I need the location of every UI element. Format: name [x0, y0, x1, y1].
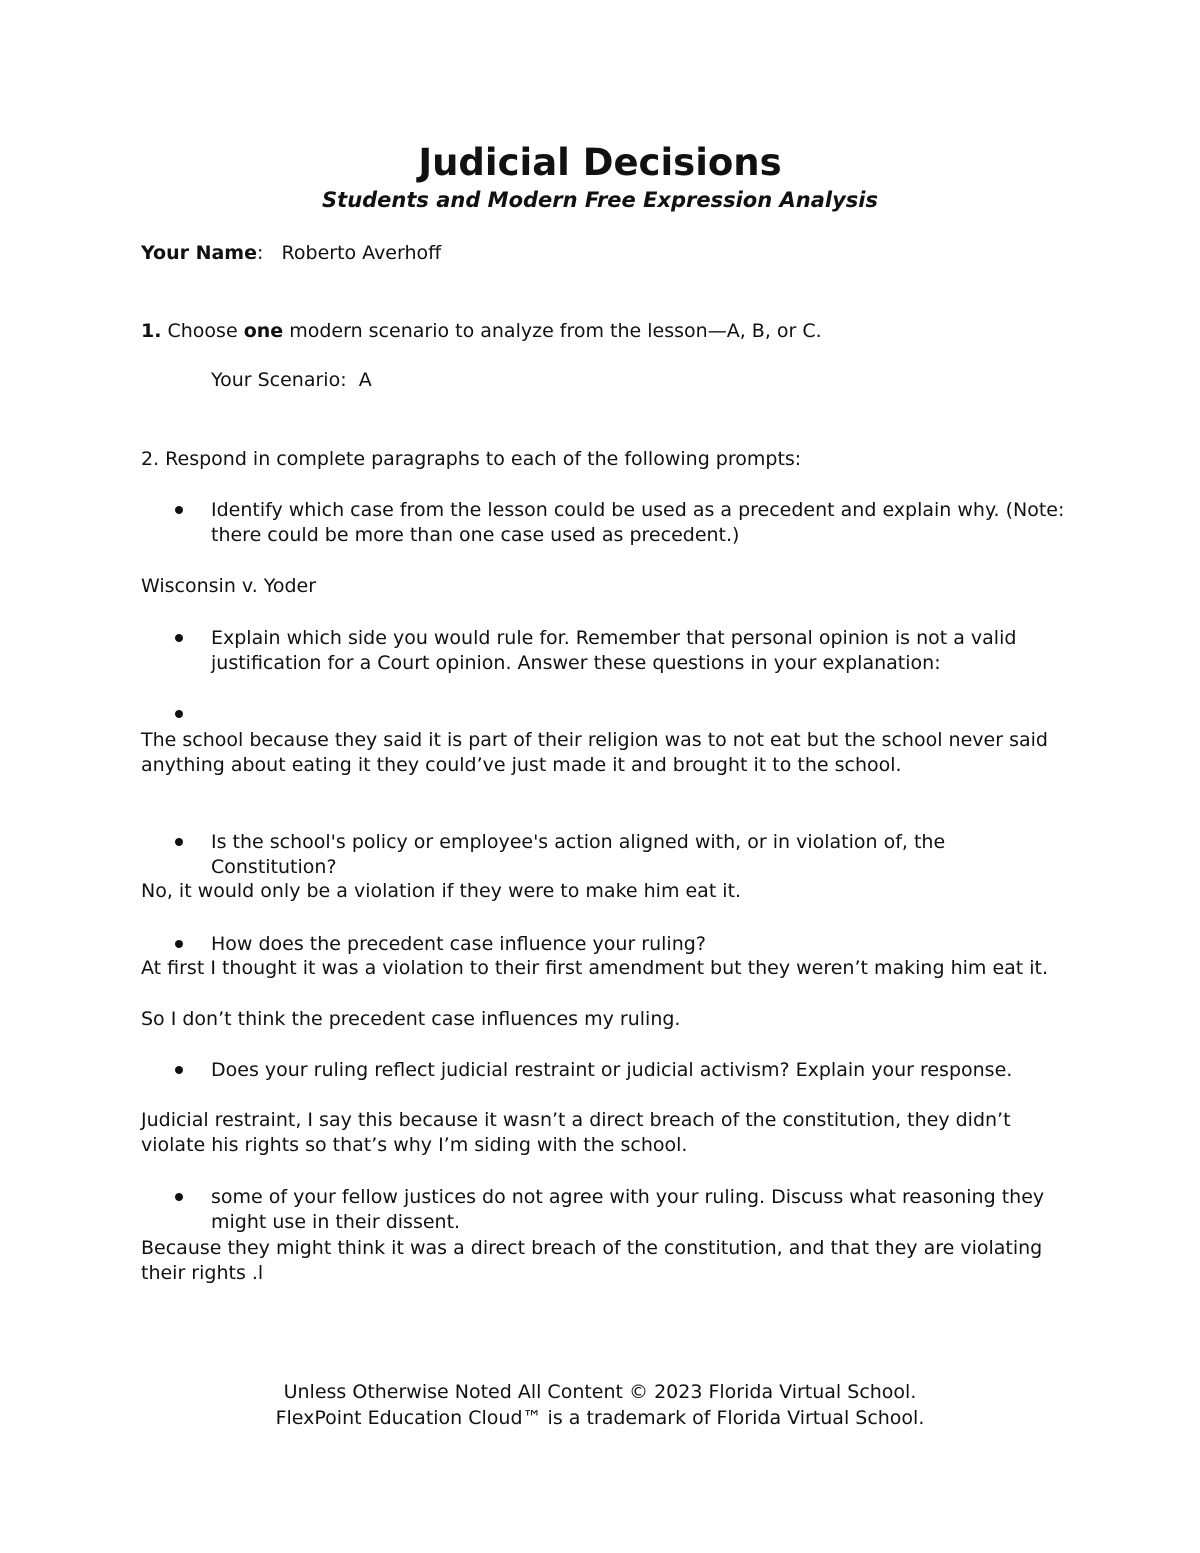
- bullet-icon: [175, 1066, 183, 1074]
- answer-4a: At first I thought it was a violation to their first amendment but they weren’t making him eat it.: [141, 957, 1049, 979]
- bullet-icon: [175, 634, 183, 642]
- answer-5: Judicial restraint, I say this because it wasn’t a direct breach of the constitution, they didn’t violate his rights so that’s why I’m siding with the school.: [141, 1109, 1011, 1156]
- name-label: Your Name: [141, 242, 257, 264]
- answer-4b: So I don’t think the precedent case influences my ruling.: [141, 1008, 681, 1030]
- question-1-number: 1.: [141, 320, 162, 342]
- bullet-icon: [175, 940, 183, 948]
- answer-3: No, it would only be a violation if they were to make him eat it.: [141, 880, 742, 902]
- prompt-4: How does the precedent case influence your ruling?: [211, 933, 706, 955]
- question-1: [141, 319, 822, 344]
- answer-2: The school because they said it is part of their religion was to not eat but the school never said anything about eating it they could’ve just made it and brought it to the school.: [141, 729, 1048, 776]
- bullet-icon: [175, 838, 183, 846]
- bullet-icon: [175, 1193, 183, 1201]
- document-title: Judicial Decisions: [418, 141, 782, 184]
- question-2-intro: 2. Respond in complete paragraphs to each of the following prompts:: [141, 448, 802, 470]
- name-row: [141, 241, 441, 266]
- bullet-icon: [175, 710, 183, 718]
- prompt-5: Does your ruling reflect judicial restraint or judicial activism? Explain your response.: [211, 1059, 1013, 1081]
- prompt-2: Explain which side you would rule for. Remember that personal opinion is not a valid justification for a Court opinion. Answer these questions in your explanation:: [211, 627, 1017, 674]
- document-subtitle: Students and Modern Free Expression Analysis: [322, 188, 878, 212]
- footer-copyright: Unless Otherwise Noted All Content © 2023 Florida Virtual School.: [283, 1381, 917, 1403]
- scenario-label: Your Scenario:: [211, 369, 347, 391]
- prompt-3: Is the school's policy or employee's action aligned with, or in violation of, the Constitution?: [211, 831, 946, 878]
- footer-trademark: FlexPoint Education Cloud™ is a trademark of Florida Virtual School.: [275, 1407, 925, 1429]
- answer-1: Wisconsin v. Yoder: [141, 575, 317, 597]
- question-1-text-a: Choose: [167, 320, 238, 342]
- answer-6: Because they might think it was a direct breach of the constitution, and that they are violating their rights .l: [141, 1237, 1043, 1284]
- prompt-1: Identify which case from the lesson could be used as a precedent and explain why. (Note: there could be more than one case used as precedent.): [211, 499, 1065, 546]
- scenario-row: [211, 368, 372, 393]
- prompt-6: some of your fellow justices do not agree with your ruling. Discuss what reasoning they might use in their dissent.: [211, 1186, 1045, 1233]
- name-value: Roberto Averhoff: [281, 242, 442, 264]
- question-1-text-b: modern scenario to analyze from the lesson—A, B, or C.: [289, 320, 822, 342]
- name-separator: :: [257, 242, 264, 264]
- bullet-icon: [175, 506, 183, 514]
- scenario-value: A: [358, 369, 372, 391]
- question-1-emphasis: one: [243, 320, 284, 342]
